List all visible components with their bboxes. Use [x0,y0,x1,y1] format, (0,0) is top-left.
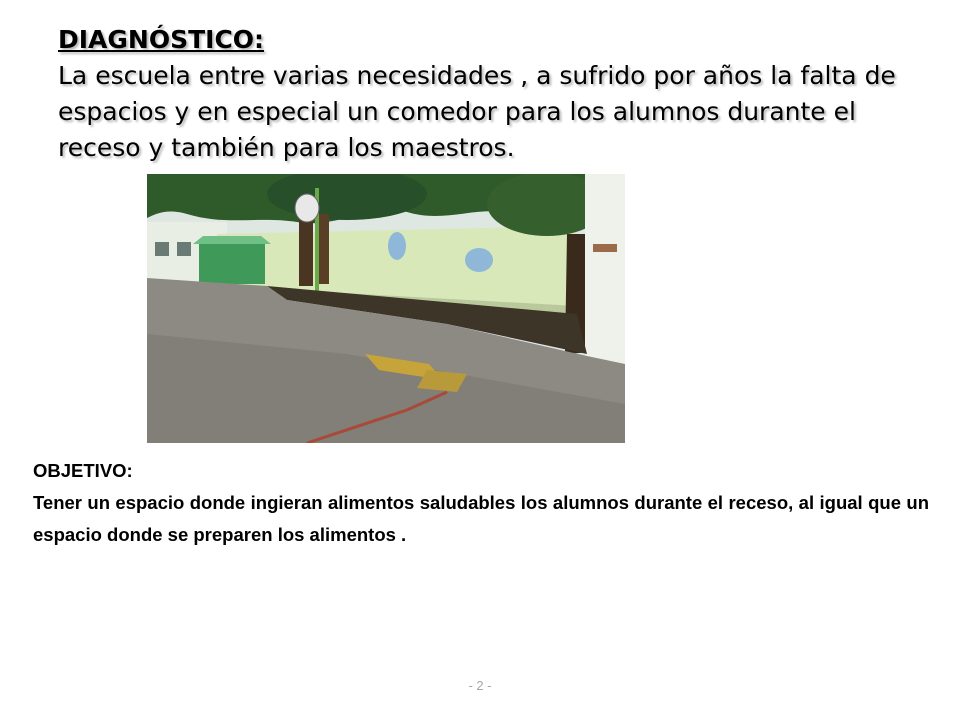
diagnostico-section [58,22,918,166]
photo-booth [199,244,265,284]
diagnostico-title: DIAGNÓSTICO: [58,25,265,54]
objetivo-section [33,455,929,551]
objetivo-title: OBJETIVO: [33,460,133,481]
photo-backboard [295,194,319,222]
photo-pillar [585,174,625,364]
photo-tree-trunk [299,214,313,286]
photo-mural [388,232,406,260]
objetivo-text: Tener un espacio donde ingieran alimentos saludables los alumnos durante el receso, al igual que un espacio donde se preparen los alimentos . [33,492,929,545]
photo-mural [465,248,493,272]
photo-tree-trunk [319,214,329,284]
page-number: - 2 - [468,678,492,693]
diagnostico-text: La escuela entre varias necesidades , a sufrido por años la falta de espacios y en especial un comedor para los alumnos durante el receso y también para los maestros. [58,61,896,162]
photo-booth-roof [193,236,271,244]
photo-window [177,242,191,256]
photo-sign [593,244,617,252]
school-courtyard-photo [147,174,625,443]
photo-window [155,242,169,256]
